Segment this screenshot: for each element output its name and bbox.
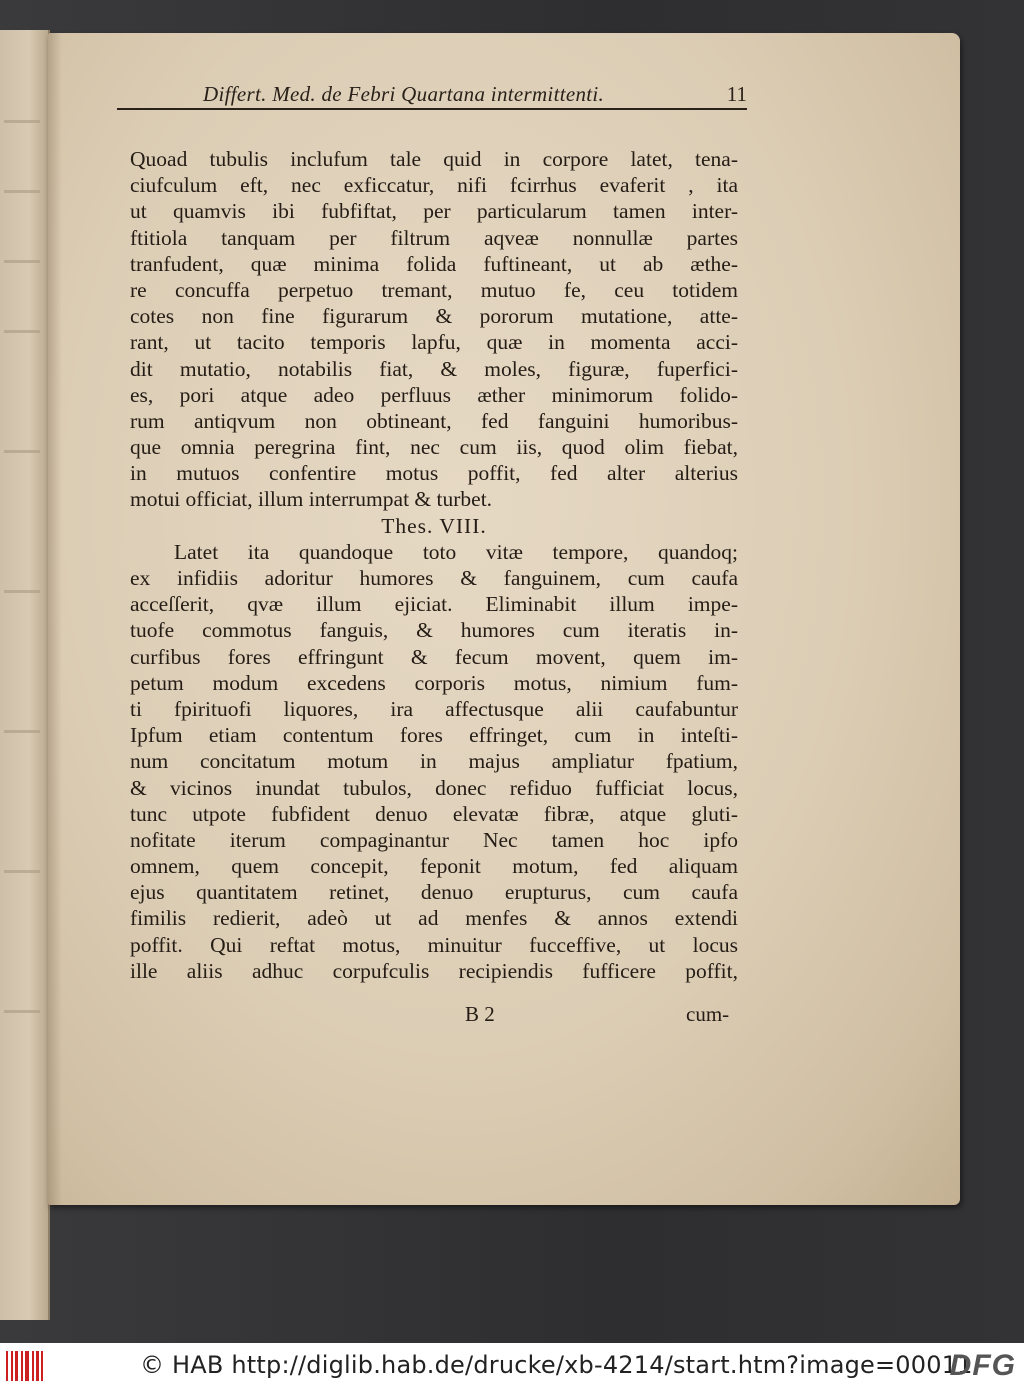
source-link[interactable]: © HAB http://diglib.hab.de/drucke/xb-4214/start.htm?image=00011 bbox=[140, 1351, 973, 1379]
previous-page-edge bbox=[0, 30, 50, 1320]
text-line: nofitate iterum compaginantur Nec tamen hoc ipfo bbox=[130, 827, 738, 852]
header-rule bbox=[117, 108, 747, 110]
text-line: tranfudent, quæ minima folida fuftineant, ut ab æthe- bbox=[130, 251, 738, 276]
dfg-logo: DFG bbox=[949, 1349, 1016, 1382]
text-line: ciufculum eft, nec exficcatur, nifi fcirrhus evaferit , ita bbox=[130, 173, 738, 198]
text-line: curfibus fores effringunt & fecum movent, quem im- bbox=[130, 644, 738, 669]
running-header bbox=[117, 82, 747, 112]
text-line: acceſſerit, qvæ illum ejiciat. Eliminabit illum impe- bbox=[130, 592, 738, 617]
viewer-footer bbox=[0, 1343, 1024, 1389]
text-line: dit mutatio, notabilis fiat, & moles, figuræ, fuperfici- bbox=[130, 356, 738, 381]
text-line: rum antiqvum non obtineant, fed fanguini humoribus- bbox=[130, 408, 738, 433]
signature-mark: B 2 bbox=[465, 1002, 495, 1026]
text-line: fimilis redierit, adeò ut ad menfes & annos extendi bbox=[130, 906, 738, 931]
text-line: ut quamvis ibi fubfiftat, per particularum tamen inter- bbox=[130, 199, 738, 224]
text-line: ti fpirituofi liquores, ira affectusque alii caufabuntur bbox=[130, 696, 738, 721]
text-line: ex infidiis adoritur humores & fanguinem, cum caufa bbox=[130, 566, 738, 590]
text-line: ejus quantitatem retinet, denuo erupturus, cum caufa bbox=[130, 880, 738, 905]
running-title: Differt. Med. de Febri Quartana intermittenti. bbox=[203, 82, 605, 106]
text-line: re concuffa perpetuo tremant, mutuo fe, ceu totidem bbox=[130, 277, 738, 302]
text-line: rant, ut tacito temporis lapfu, quæ in momenta acci- bbox=[130, 330, 738, 355]
text-line: motui officiat, illum interrumpat & turbet. bbox=[130, 487, 493, 512]
text-line: que omnia peregrina fint, nec cum iis, quod olim fiebat, bbox=[130, 435, 738, 460]
text-line: cotes non fine figurarum & pororum mutatione, atte- bbox=[130, 304, 738, 329]
text-line: ftitiola tanquam per filtrum aqveæ nonnullæ partes bbox=[130, 225, 738, 250]
text-line: Quoad tubulis inclufum tale quid in corpore latet, tena- bbox=[130, 147, 738, 171]
barcode-icon bbox=[6, 1351, 44, 1381]
text-line: poffit. Qui reftat motus, minuitur fucceffive, ut locus bbox=[130, 932, 738, 957]
text-line: num concitatum motum in majus ampliatur fpatium, bbox=[130, 749, 738, 774]
text-line: & vicinos inundat tubulos, donec refiduo fufficiat locus, bbox=[130, 775, 738, 800]
thesis-heading: Thes. VIII. bbox=[381, 513, 487, 538]
page-body bbox=[130, 146, 738, 984]
text-line: es, pori atque adeo perfluus æther minimorum folido- bbox=[130, 382, 738, 407]
catchword: cum- bbox=[686, 1002, 730, 1026]
page-number: 11 bbox=[726, 82, 747, 106]
text-line: Latet ita quandoque toto vitæ tempore, quandoq; bbox=[174, 539, 738, 564]
text-line: tuofe commotus fanguis, & humores cum iteratis in- bbox=[130, 618, 738, 643]
text-line: petum modum excedens corporis motus, nimium fum- bbox=[130, 670, 738, 695]
text-line: tunc utpote fubfident denuo elevatæ fibræ, atque gluti- bbox=[130, 801, 738, 826]
text-line: ille aliis adhuc corpufculis recipiendis fufficere poffit, bbox=[130, 958, 738, 983]
text-line: in mutuos confentire motus poffit, fed alter alterius bbox=[130, 461, 738, 486]
text-line: Ipfum etiam contentum fores effringet, cum in inteſti- bbox=[130, 723, 738, 748]
text-line: omnem, quem concepit, feponit motum, fed aliquam bbox=[130, 854, 738, 879]
